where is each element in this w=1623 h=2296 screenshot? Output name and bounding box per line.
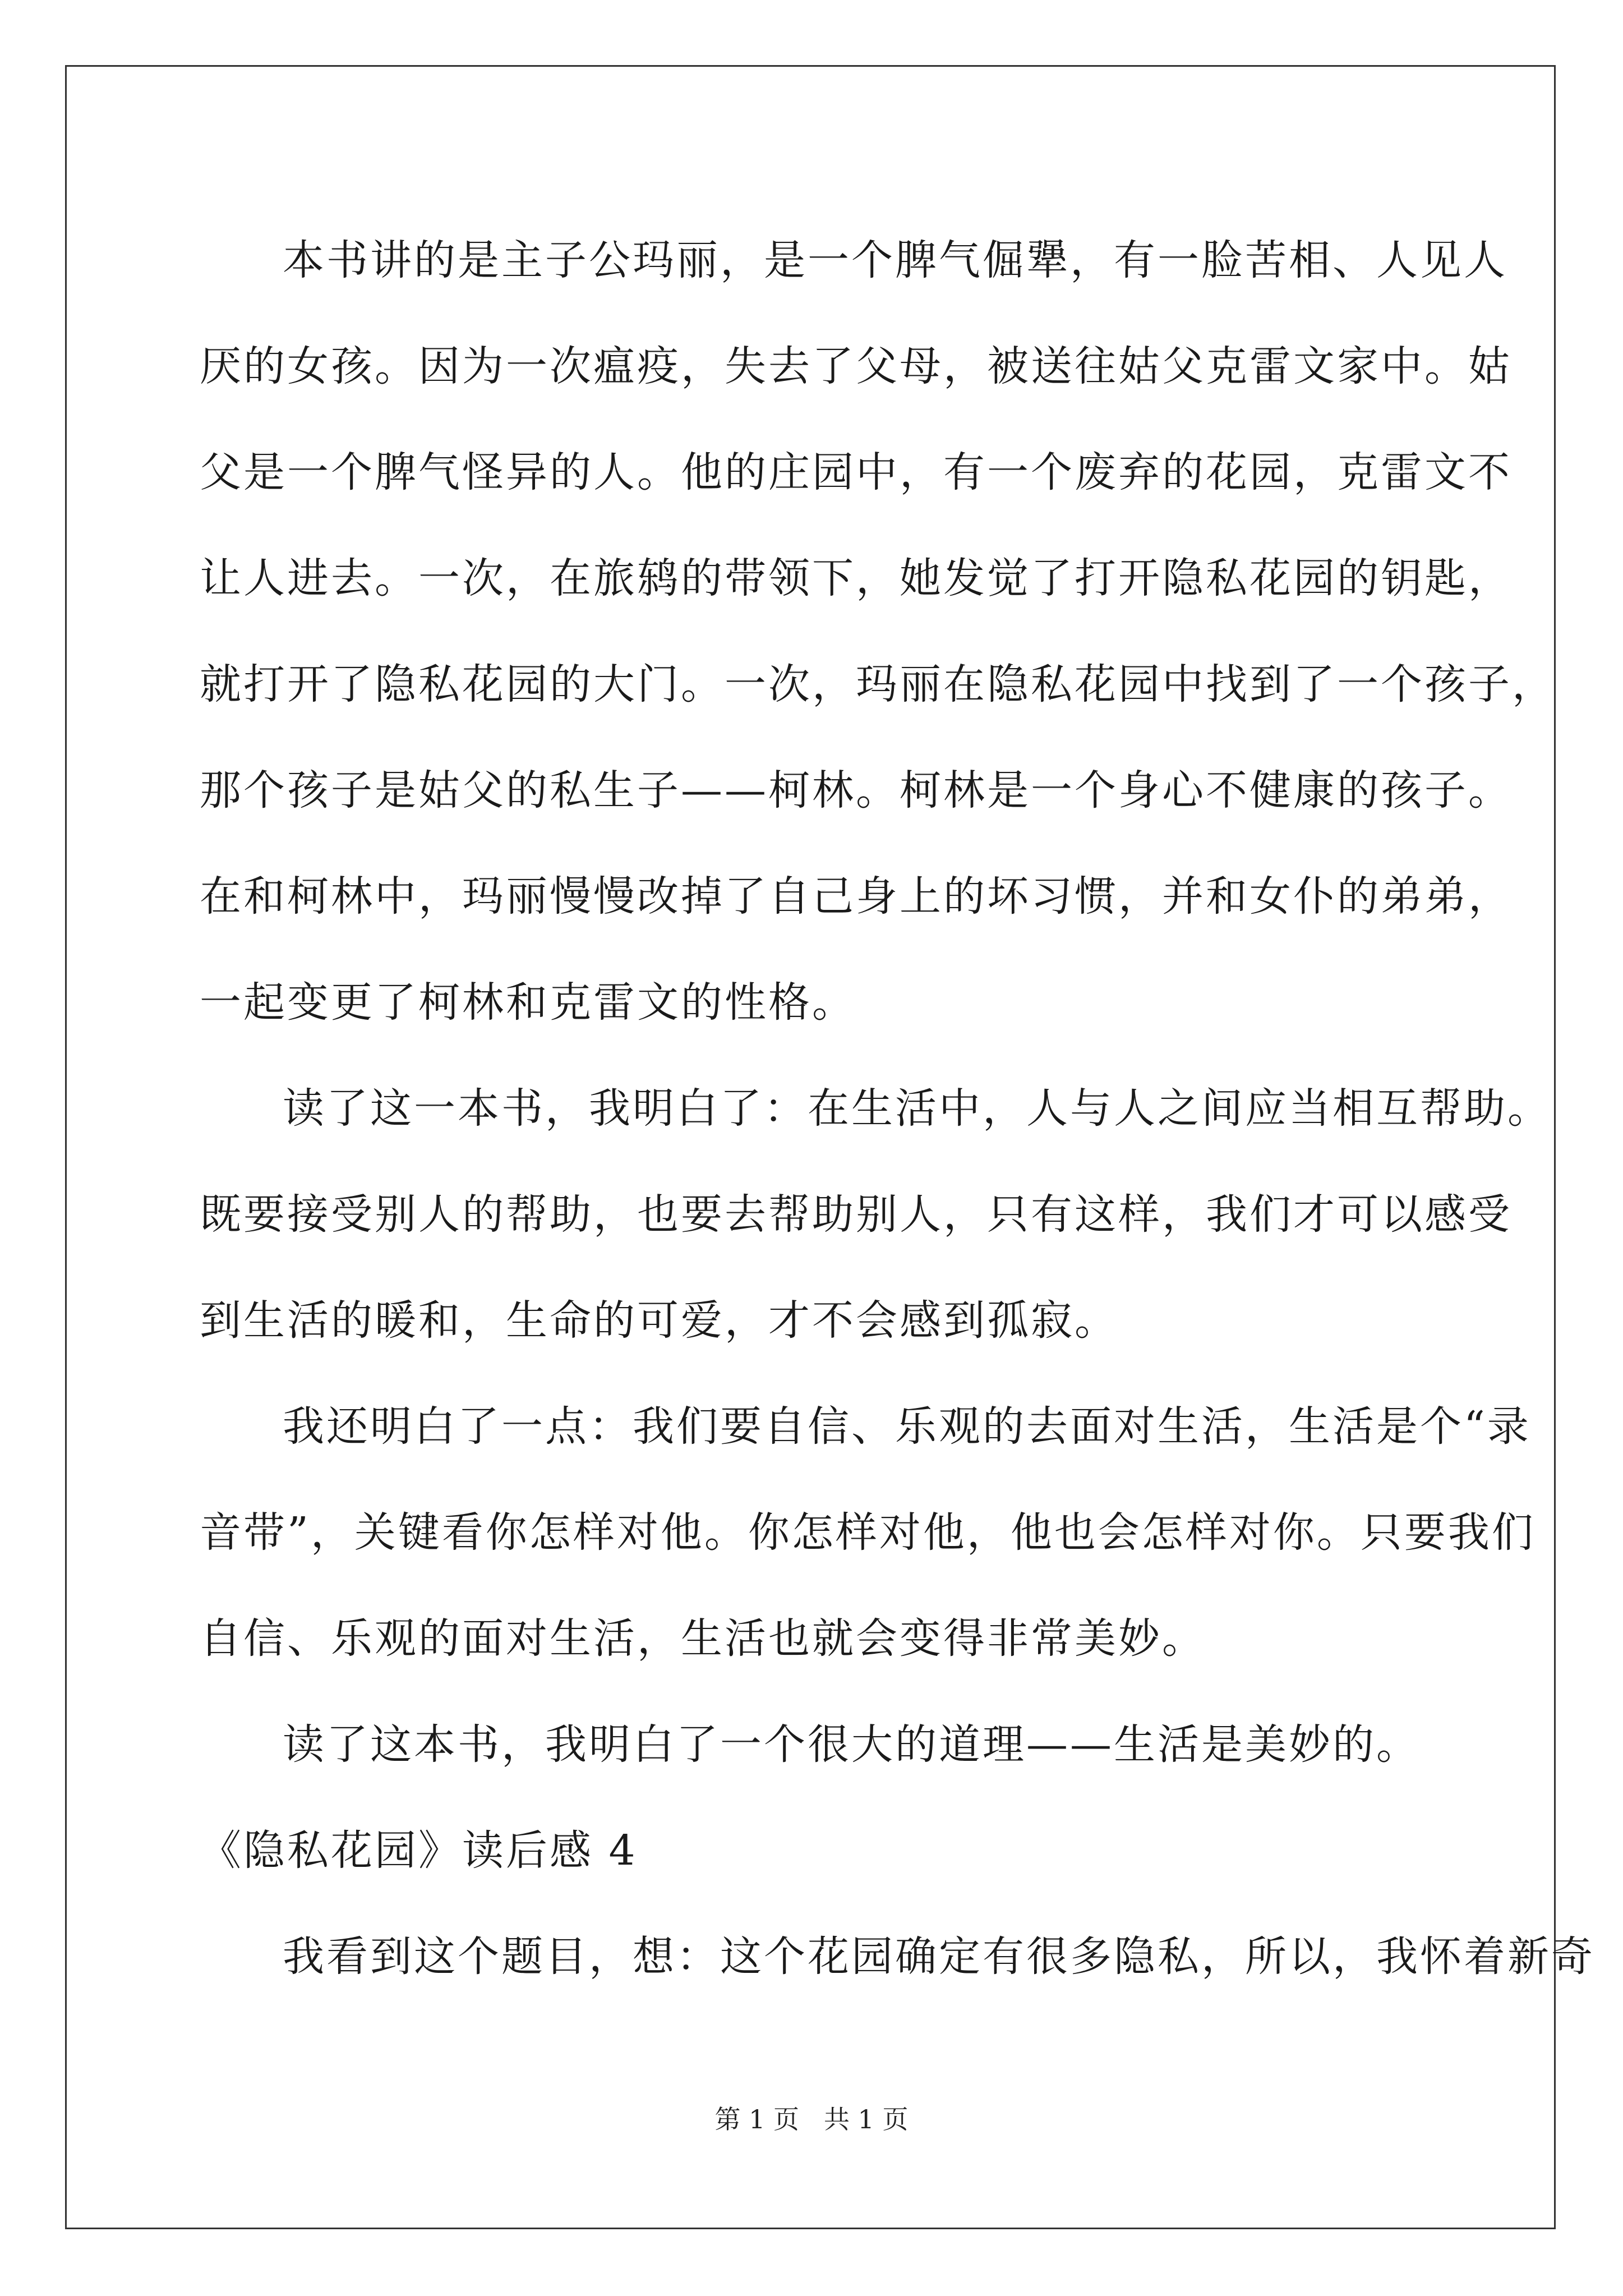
paragraph-1-line-4: 让人进去。一次，在旅鸫的带领下，她发觉了打开隐私花园的钥匙， <box>200 554 1512 602</box>
paragraph-2-line-1: 读了这一本书，我明白了：在生活中，人与人之间应当相互帮助。 <box>283 1084 1551 1133</box>
section-heading: 《隐私花园》读后感 4 <box>200 1826 638 1875</box>
page-total: 共 1 页 <box>823 2104 909 2134</box>
paragraph-1-line-6: 那个孩子是姑父的私生子——柯林。柯林是一个身心不健康的孩子。 <box>200 766 1512 815</box>
page-footer <box>0 2102 1623 2136</box>
paragraph-3-line-3: 自信、乐观的面对生活，生活也就会变得非常美妙。 <box>200 1614 1206 1663</box>
paragraph-2-line-3: 到生活的暖和，生命的可爱，才不会感到孤寂。 <box>200 1296 1118 1345</box>
paragraph-5-line-1: 我看到这个题目，想：这个花园确定有很多隐私，所以，我怀着新奇 <box>283 1932 1595 1981</box>
paragraph-4-line-1: 读了这本书，我明白了一个很大的道理——生活是美妙的。 <box>283 1720 1420 1769</box>
paragraph-3-line-2: 音带”，关键看你怎样对他。你怎样对他，他也会怎样对你。只要我们 <box>200 1508 1536 1557</box>
document-body <box>200 208 1595 2010</box>
paragraph-1-line-7: 在和柯林中，玛丽慢慢改掉了自己身上的坏习惯，并和女仆的弟弟， <box>200 872 1512 921</box>
paragraph-1-line-1: 本书讲的是主子公玛丽，是一个脾气倔犟，有一脸苦相、人见人 <box>283 236 1507 284</box>
paragraph-3-line-1: 我还明白了一点：我们要自信、乐观的去面对生活，生活是个“录 <box>283 1402 1531 1451</box>
page-number: 第 1 页 <box>714 2104 800 2134</box>
paragraph-1-line-5: 就打开了隐私花园的大门。一次，玛丽在隐私花园中找到了一个孩子， <box>200 660 1556 708</box>
paragraph-2-line-2: 既要接受别人的帮助，也要去帮助别人，只有这样，我们才可以感受 <box>200 1190 1512 1239</box>
paragraph-1-line-2: 厌的女孩。因为一次瘟疫，失去了父母，被送往姑父克雷文家中。姑 <box>200 342 1512 390</box>
paragraph-1-line-8: 一起变更了柯林和克雷文的性格。 <box>200 978 856 1027</box>
paragraph-1-line-3: 父是一个脾气怪异的人。他的庄园中，有一个废弃的花园，克雷文不 <box>200 448 1512 496</box>
